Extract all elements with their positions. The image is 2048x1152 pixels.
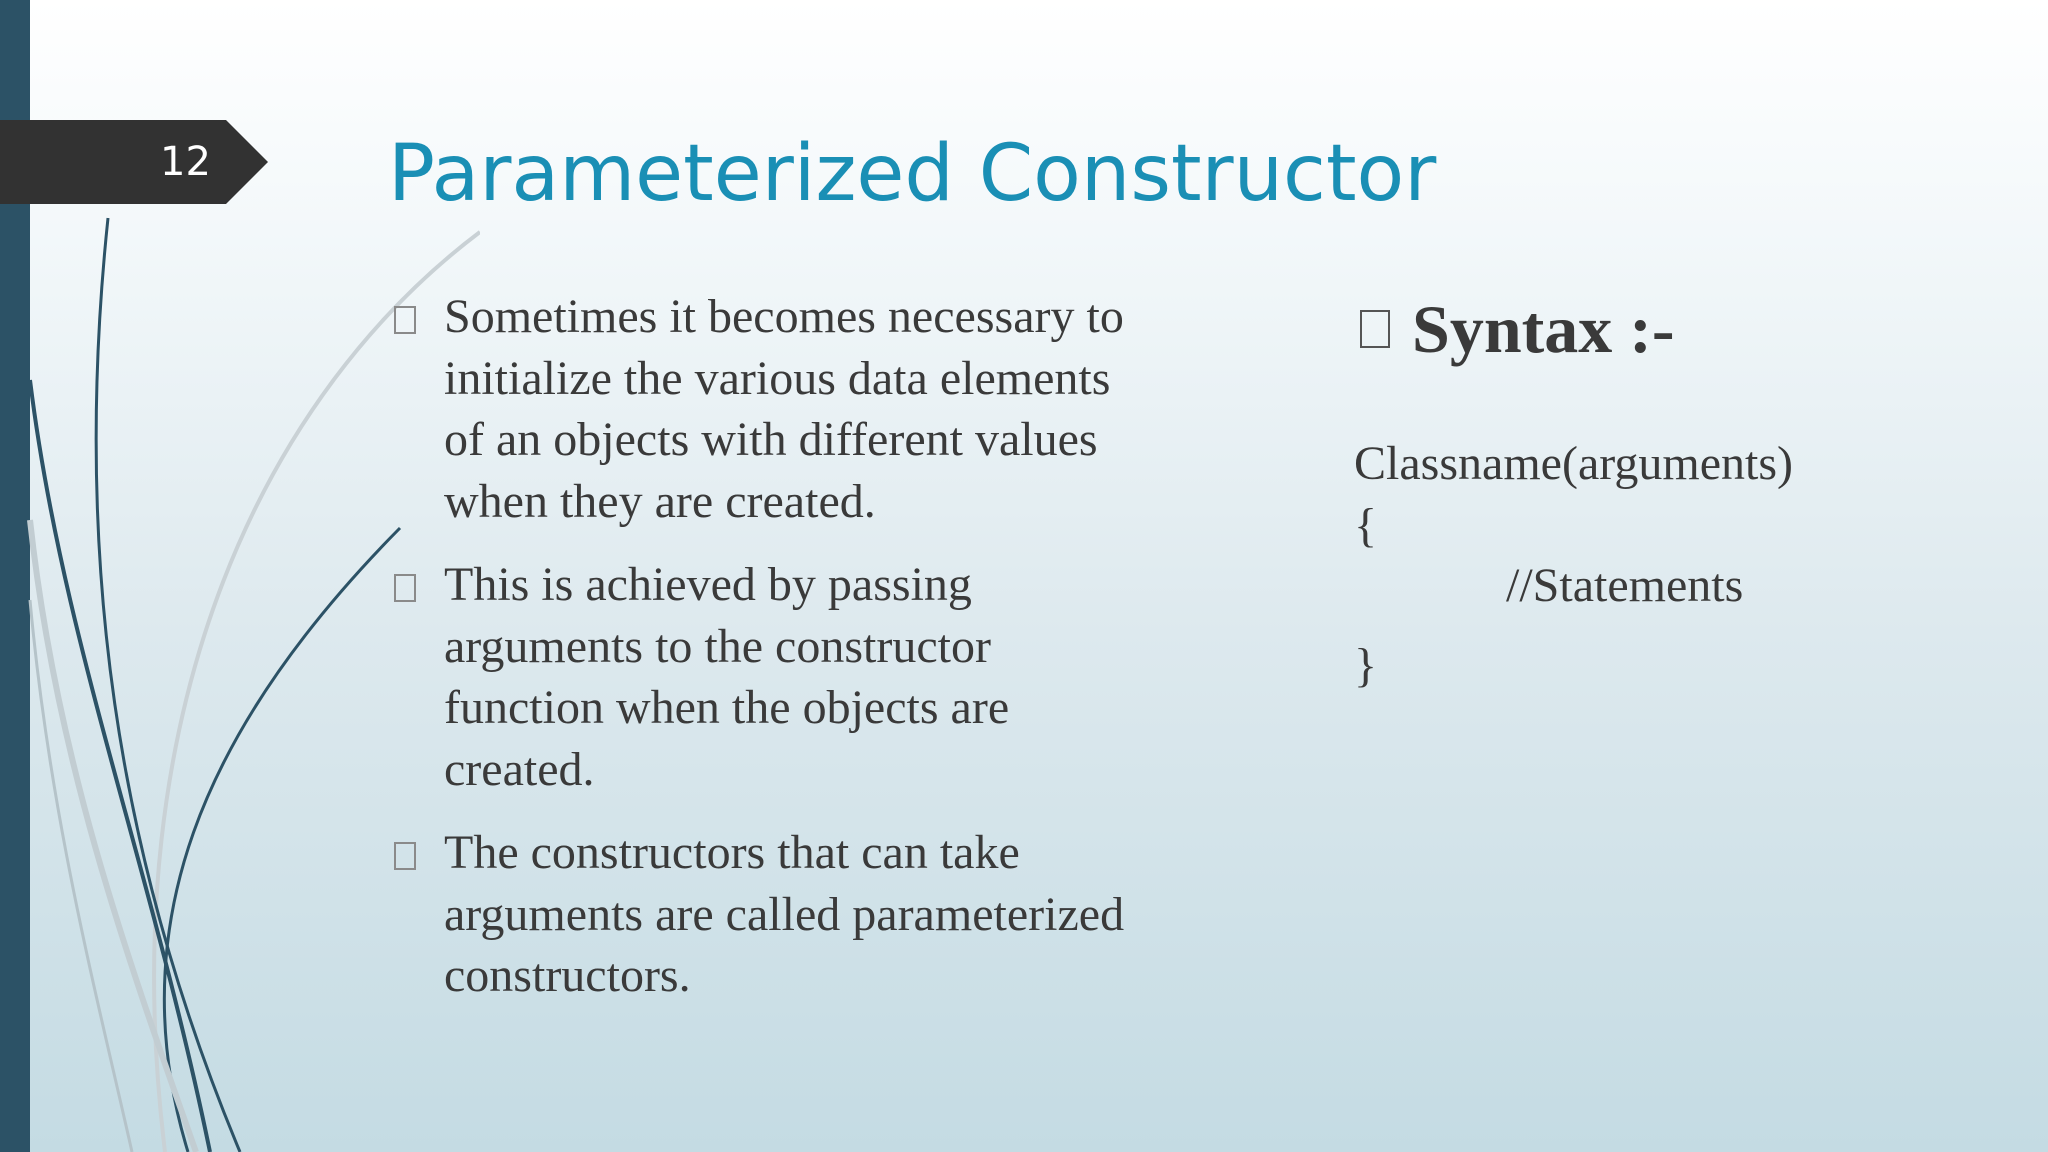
bullet-list	[390, 286, 1150, 1029]
bullet-item	[390, 554, 1150, 800]
slide-title: Parameterized Constructor	[388, 129, 1437, 219]
slide-number-tab	[0, 120, 268, 204]
syntax-box-icon	[1360, 310, 1390, 348]
bullet-text: This is achieved by passing arguments to the constructor function when the objects are created.	[444, 558, 1010, 796]
syntax-line-open-brace: {	[1354, 499, 1378, 552]
bullet-box-icon	[394, 306, 416, 334]
bullet-item	[390, 822, 1150, 1007]
syntax-line-signature: Classname(arguments)	[1354, 437, 1794, 490]
bullet-text: Sometimes it becomes necessary to initialize the various data elements of an objects with different values when they are created.	[444, 290, 1124, 528]
bullet-box-icon	[394, 574, 416, 602]
bullet-text: The constructors that can take arguments are called parameterized constructors.	[444, 826, 1125, 1002]
syntax-label: Syntax :-	[1412, 291, 1675, 367]
slide-number: 12	[160, 139, 211, 185]
bullet-box-icon	[394, 842, 416, 870]
syntax-line-close-brace: }	[1354, 639, 1378, 692]
bullet-item	[390, 286, 1150, 532]
syntax-line-statements: //Statements	[1506, 559, 1744, 612]
